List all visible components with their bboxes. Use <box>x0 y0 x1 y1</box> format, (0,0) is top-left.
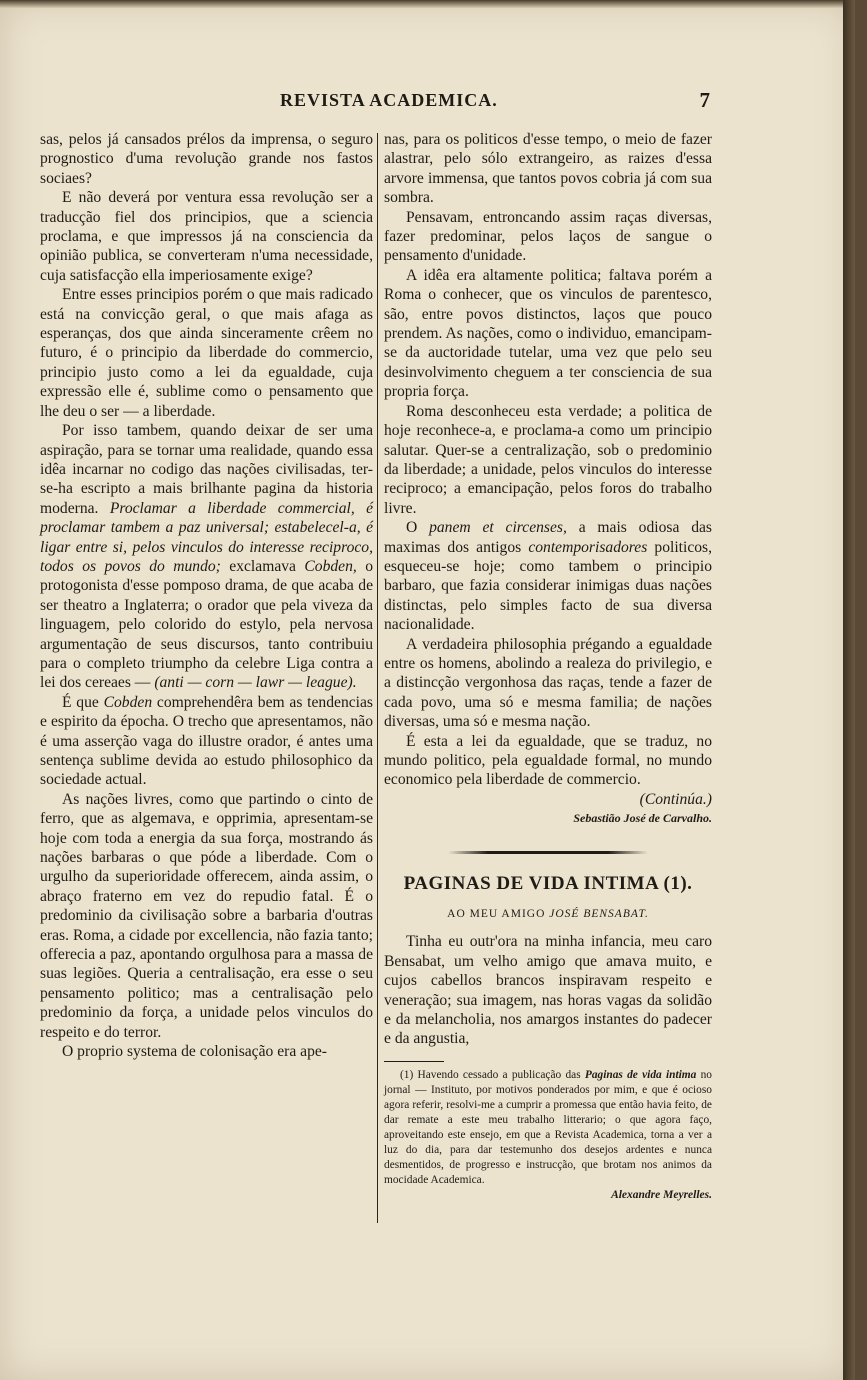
paragraph: Pensavam, entroncando assim raças diversas, fazer predominar, pelos laços de sangue o pensamento d'unidade. <box>384 208 712 265</box>
right-column <box>384 130 712 1203</box>
paragraph: A verdadeira philosophia prégando a egualdade entre os homens, abolindo a realeza do privilegio, e a distincção vergonhosa das raças, tende a fazer de cada povo, uma só e mesma familia; de nações diversas, uma só e mesma nação. <box>384 635 712 731</box>
section-title: PAGINAS DE VIDA INTIMA (1). <box>403 872 693 894</box>
footnote-rule <box>384 1061 444 1062</box>
cobden-quote: Proclamar a liberdade commercial, é proclamar tambem a paz universal; estabelecel-a, é ligar entre si, pelos vinculos do interesse reciproco, todos os povos do mundo; <box>40 499 373 575</box>
person-name: Cobden, <box>304 557 357 575</box>
dedication-name: JOSÉ BENSABAT. <box>549 908 649 921</box>
paragraph: O proprio systema de colonisação era ape- <box>62 1043 327 1061</box>
dedication-text: AO MEU AMIGO <box>447 908 546 921</box>
paragraph: Tinha eu outr'ora na minha infancia, meu caro Bensabat, um velho amigo que amava muito, e cujos cabellos brancos inspiravam respeito e veneração; sua imagem, nas horas vagas da solidão e da melancholia, nos amargos instantes do padecer e da angustia, <box>384 933 712 1048</box>
running-title: REVISTA ACADEMICA. <box>280 90 498 110</box>
page-top-edge <box>0 0 855 8</box>
page-binding-edge <box>843 0 855 1380</box>
paragraph <box>40 421 373 693</box>
text-run: É que <box>62 693 99 711</box>
paragraph: nas, para os politicos d'esse tempo, o meio de fazer alastrar, pelo sólo extrangeiro, as raizes d'essa arvore immensa, que tantos povos cobria já com sua sombra. <box>384 131 712 207</box>
text-run: politicos, esqueceu-se hoje; como tambem o principio barbaro, que fazia considerar inimigas duas nações distinctas, pelo simples facto de sua diversa nacionalidade. <box>384 538 712 634</box>
column-divider <box>377 133 378 1223</box>
paragraph: Roma desconheceu esta verdade; a politica de hoje reconhece-a, e proclama-a como um principio salutar. Quer-se a centralização, sob o predominio da liberdade; a unidade, pelos vinculos do interesse reciproco; a emancipação, pelos foros do trabalho livre. <box>384 402 712 517</box>
section-rule <box>448 851 648 854</box>
text-run: Por isso tambem, quando deixar de ser uma aspiração, para se tornar uma realidade, quando essa idêa incarnar no codigo das nações civilisadas, ter-se-ha escripto a mais brilhante pagina da historia moderna. <box>40 422 373 517</box>
page-header <box>40 90 720 120</box>
text-run: exclamava <box>229 557 296 575</box>
left-column <box>40 130 373 1062</box>
italic-term: contemporisadores <box>528 538 648 556</box>
text-run: no jornal — Instituto, por motivos ponderados por mim, e que é ocioso agora referir, resolvi-me a cumprir a promessa que então havia feito, de dar remate a este meu trabalho litterario; o que agora faço, aproveitando este ensejo, em que a Revista Academica, torna a ver a luz do dia, para dar testemunho dos desejos ardentes e nunca desmentidos, de progresso e instrucção, que brotam nos animos da mocidade Academica. <box>384 1068 712 1186</box>
paragraph: A idêa era altamente politica; faltava porém a Roma o conhecer, que os vinculos de parentesco, são, entre povos distinctos, laços que pouco prendem. As nações, como o individuo, emancipam-se da auctoridade tutelar, uma vez que pelo seu desinvolvimento cheguem a ter consciencia de sua propria força. <box>384 266 712 401</box>
paragraph: E não deverá por ventura essa revolução ser a traducção fiel dos principios, que a sciencia proclama, e que impressos já na consciencia da opinião publica, se converteram n'uma necessidade, cuja satisfacção ella imperiosamente exige? <box>40 189 373 284</box>
latin-phrase: panem et circenses, <box>429 519 567 537</box>
text-run: a mais odiosa das maximas dos antigos <box>384 519 712 556</box>
footnote <box>384 1068 712 1203</box>
paragraph <box>40 693 373 790</box>
text-run: o protogonista d'esse pomposo drama, de que acaba de ser theatro a Inglaterra; o orador que pela viveza da linguagem, pelo colorido do estylo, pela nervosa argumentação de seus discursos, tanto contribuiu para o completo triumpho da celebre Liga contra a lei dos cereaes — <box>40 557 373 692</box>
page-number: 7 <box>699 88 710 112</box>
person-name: Cobden <box>103 693 153 711</box>
league-name: (anti — corn — lawr — league). <box>154 674 357 692</box>
text-run: comprehendêra bem as tendencias e espirito da épocha. O trecho que apresentamos, não é uma asserção vaga do illustre orador, é antes uma sentença sublime devida ao estudo philosophico da sociedade actual. <box>40 693 373 789</box>
paragraph: sas, pelos já cansados prélos da imprensa, o seguro prognostico d'uma revolução grande nos fastos sociaes? <box>40 131 373 187</box>
paragraph: As nações livres, como que partindo o cinto de ferro, que as algemava, e opprimia, apresentam-se hoje com toda a energia da sua força, mostrando ás nações barbaras o que póde a liberdade. Com o urgulho da superioridade offerecem, ainda assim, o abraço fraterno em vez do repudio fatal. É o predominio da civilisação sobre a barbaria d'outras eras. Roma, a cidade por excellencia, não fazia tanto; offerecia a paz, apontando orgulhosa para a massa de suas legiões. Queria a centralisação, era esse o seu pensamento politico; mas a centralisação pelo predominio da força, a unidade pelos vinculos do respeito e do terror. <box>40 790 373 1041</box>
footnote-signature: Alexandre Meyrelles. <box>611 1188 712 1201</box>
dedication <box>384 905 712 924</box>
paragraph <box>384 518 712 634</box>
continues-note: (Continúa.) <box>639 790 712 808</box>
footnote-title: Paginas de vida intima <box>584 1068 697 1081</box>
text-run: É esta a lei da egualdade, que se traduz, no mundo politico, pela egualdade formal, no mundo economico pela liberdade de commercio. <box>384 732 712 789</box>
paragraph: Entre esses principios porém o que mais radicado está na convicção geral, o que mais afaga as esperanças, dos que ainda sinceramente crêem no futuro, é o principio da liberdade do commercio, principio justo como a lei da egualdade, cuja expressão elle é, sublime como o pensamento que lhe deu o ser — a liberdade. <box>40 286 373 420</box>
paragraph <box>384 732 712 808</box>
article-signature: Sebastião José de Carvalho. <box>573 811 712 826</box>
footnote-text <box>384 1068 712 1188</box>
text-run: O <box>406 519 418 537</box>
text-run: (1) Havendo cessado a publicação das <box>400 1068 581 1081</box>
